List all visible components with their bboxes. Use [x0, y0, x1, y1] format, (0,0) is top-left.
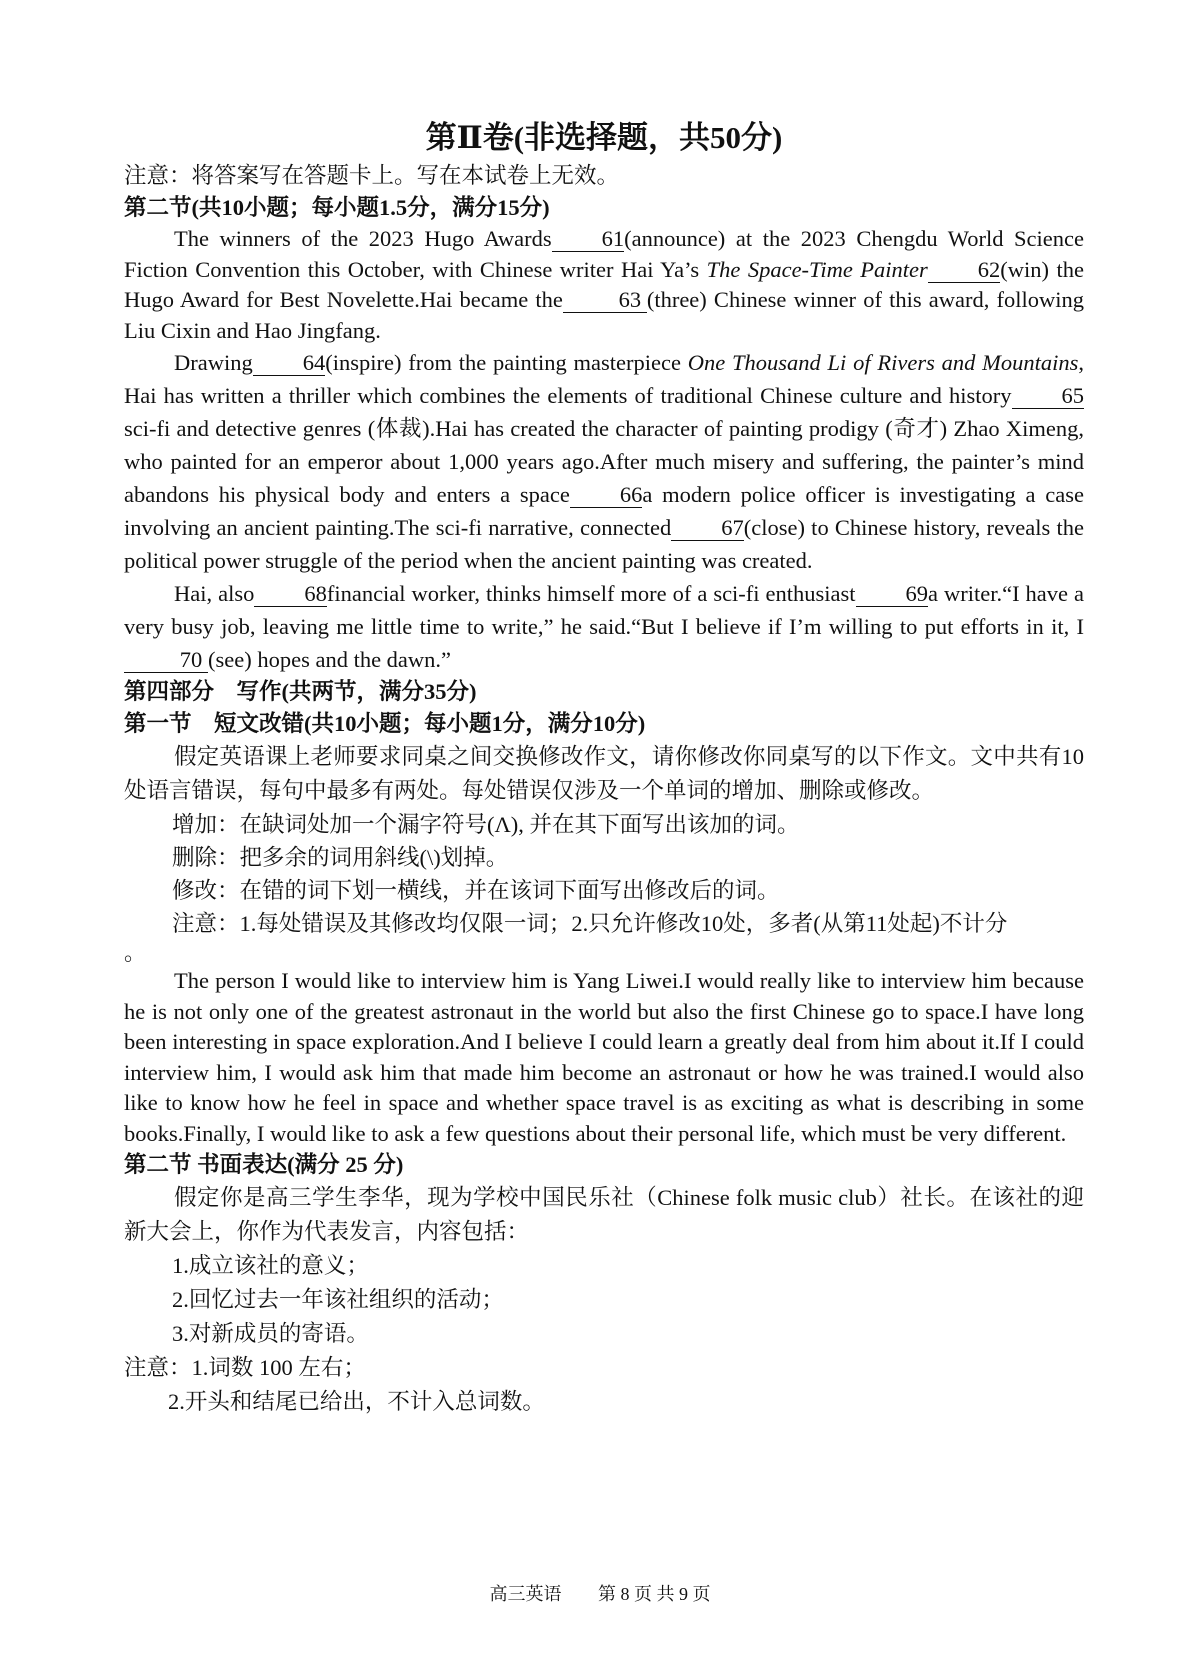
blank-69: 69 [856, 582, 929, 607]
blank-65: 65 [1012, 384, 1085, 409]
rule-note-tail: 。 [124, 940, 147, 965]
footer-page-number: 第 8 页 共 9 页 [598, 1584, 711, 1604]
text: , Hai has written a thriller which combines the elements of traditional Chinese culture and history [124, 350, 1084, 408]
rule-delete: 删除：把多余的词用斜线(\)划掉。 [172, 845, 509, 870]
cloze-paragraph [124, 346, 1084, 577]
notice: 注意：将答案写在答题卡上。写在本试卷上无效。 [124, 163, 620, 188]
blank-67: 67 [671, 516, 744, 541]
instructions: 假定英语课上老师要求同桌之间交换修改作文，请你修改你同桌写的以下作文。文中共有10处语言错误，每句中最多有两处。每处错误仅涉及一个单词的增加、删除或修改。 [124, 744, 1084, 803]
text: sci-fi and detective genres (体裁).Hai has created the character of painting prodigy (奇才) Zhao Ximeng, who painted for an emperor about 1,000 years ago.After much misery and suffering, the painter’s mind abandons his physical body and enters a space [124, 416, 1084, 507]
section-heading: 第二节(共10小题；每小题1.5分，满分15分) [124, 195, 550, 220]
section-heading: 第一节 短文改错(共10小题；每小题1分，满分10分) [124, 711, 646, 736]
blank-61: 61 [552, 227, 625, 252]
italic-title: The Space-Time Painter [706, 256, 928, 282]
italic-title: One Thousand Li of Rivers and Mountains [687, 350, 1079, 375]
text: (announce) at the 2023 Chengdu World Science Fiction Convention this October, with Chinese writer Hai Ya’s [124, 226, 1084, 282]
text: Drawing [174, 350, 253, 375]
part-heading: 第四部分 写作(共两节，满分35分) [124, 679, 477, 704]
blank-68: 68 [254, 582, 327, 607]
writing-note: 注意：1.词数 100 左右； [124, 1355, 366, 1380]
text: (win) the Hugo Award for Best Novelette.Hai became the [124, 256, 1084, 312]
text: The winners of the 2023 Hugo Awards [174, 226, 552, 251]
footer-subject: 高三英语 [489, 1584, 562, 1604]
rule-note: 注意：1.每处错误及其修改均仅限一词；2.只允许修改10处，多者(从第11处起)不计分 [172, 911, 1008, 936]
page-title: 第Ⅱ卷(非选择题，共50分) [425, 120, 783, 155]
writing-prompt: 假定你是高三学生李华，现为学校中国民乐社（Chinese folk music club）社长。在该社的迎新大会上，你作为代表发言，内容包括： [124, 1185, 1084, 1244]
rule-modify: 修改：在错的词下划一横线，并在该词下面写出修改后的词。 [172, 878, 780, 903]
blank-70: 70 [124, 648, 208, 673]
blank-63: 63 [563, 288, 647, 313]
writing-note: 2.开头和结尾已给出，不计入总词数。 [168, 1389, 545, 1414]
text: (inspire) from the painting masterpiece [325, 350, 688, 375]
blank-64: 64 [253, 351, 326, 376]
blank-62: 62 [928, 258, 1001, 283]
text: a modern police officer is investigating a case involving an ancient painting.The sci-fi narrative, connected [124, 482, 1084, 540]
rule-add: 增加：在缺词处加一个漏字符号(Λ), 并在其下面写出该加的词。 [172, 812, 800, 837]
writing-point: 2.回忆过去一年该社组织的活动； [172, 1287, 504, 1312]
section-heading: 第二节 书面表达(满分 25 分) [124, 1152, 404, 1177]
proofread-passage: The person I would like to interview him is Yang Liwei.I would really like to interview him because he is not only one of the greatest astronaut in the world but also the first Chinese go to space.I have long been interesting in space exploration.And I believe I could learn a greatly deal from him about it.If I could interview him, I would ask him that made him become an astronaut or how he was trained.I would also like to know how he feel in space and whether space travel is as exciting as what is describing in some books.Finally, I would like to ask a few questions about their personal life, which must be very different. [124, 968, 1084, 1146]
writing-point: 3.对新成员的寄语。 [172, 1321, 369, 1346]
text: (three) Chinese winner of this award, following Liu Cixin and Hao Jingfang. [124, 287, 1084, 343]
text: financial worker, thinks himself more of a sci-fi enthusiast [326, 581, 856, 606]
exam-page [124, 118, 1084, 1419]
cloze-paragraph [124, 577, 1084, 676]
text: a writer.“I have a very busy job, leaving me little time to write,” he said.“But I believe if I’m willing to put efforts in it, I [124, 581, 1084, 639]
cloze-paragraph [124, 224, 1084, 346]
page-footer [0, 1580, 1200, 1606]
text: (see) hopes and the dawn.” [208, 647, 452, 672]
writing-point: 1.成立该社的意义； [172, 1253, 369, 1278]
text: Hai, also [174, 581, 255, 606]
text: (close) to Chinese history, reveals the political power struggle of the period when the ancient painting was created. [124, 515, 1084, 573]
blank-66: 66 [570, 483, 643, 508]
